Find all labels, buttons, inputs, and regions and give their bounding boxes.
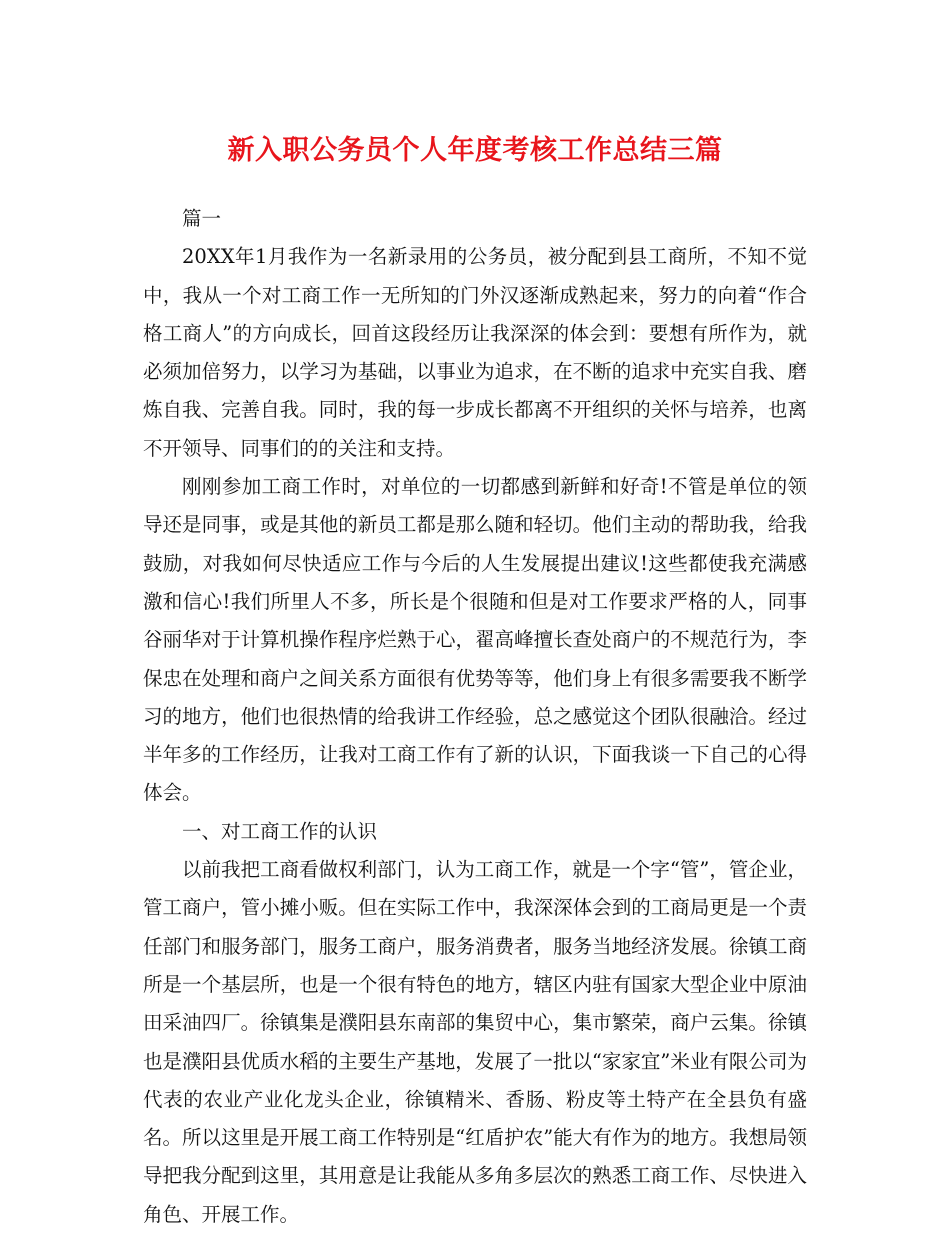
paragraph-first-impressions: 刚刚参加工商工作时，对单位的一切都感到新鲜和好奇!不管是单位的领导还是同事，或是其他的新员工都是那么随和轻切。他们主动的帮助我，给我鼓励，对我如何尽快适应工作与今后的人生发展提出建议!这些都使我充满感激和信心!我们所里人不多，所长是个很随和但是对工作要求严格的人，同事谷丽华对于计算机操作程序烂熟于心，翟高峰擅长查处商户的不规范行为，李保忠在处理和商户之间关系方面很有优势等等，他们身上有很多需要我不断学习的地方，他们也很热情的给我讲工作经验，总之感觉这个团队很融洽。经过半年多的工作经历，让我对工商工作有了新的认识，下面我谈一下自己的心得体会。: [143, 475, 807, 805]
document-body: [143, 200, 807, 1234]
paragraph-understanding: 以前我把工商看做权利部门，认为工商工作，就是一个字“管”，管企业，管工商户，管小摊小贩。但在实际工作中，我深深体会到的工商局更是一个责任部门和服务部门，服务工商户，服务消费者，服务当地经济发展。徐镇工商所是一个基层所，也是一个很有特色的地方，辖区内驻有国家大型企业中原油田采油四厂。徐镇集是濮阳县东南部的集贸中心，集市繁荣，商户云集。徐镇也是濮阳县优质水稻的主要生产基地，发展了一批以“家家宜”米业有限公司为代表的农业产业化龙头企业，徐镇精米、香肠、粉皮等土特产在全县负有盛名。所以这里是开展工商工作特别是“红盾护农”能大有作为的地方。我想局领导把我分配到这里，其用意是让我能从多角多层次的熟悉工商工作、尽快进入角色、开展工作。: [143, 858, 807, 1226]
section-heading-part-one: 篇一: [182, 207, 222, 230]
section-heading-understanding: 一、对工商工作的认识: [182, 819, 378, 843]
paragraph-intro: 20XX年1月我作为一名新录用的公务员，被分配到县工商所，不知不觉中，我从一个对工商工作一无所知的门外汉逐渐成熟起来，努力的向着“作合格工商人”的方向成长，回首这段经历让我深深的体会到：要想有所作为，就必须加倍努力，以学习为基础，以事业为追求，在不断的追求中充实自我、磨炼自我、完善自我。同时，我的每一步成长都离不开组织的关怀与培养，也离不开领导、同事们的的关注和支持。: [143, 245, 807, 460]
page-title: 新入职公务员个人年度考核工作总结三篇: [227, 135, 723, 166]
